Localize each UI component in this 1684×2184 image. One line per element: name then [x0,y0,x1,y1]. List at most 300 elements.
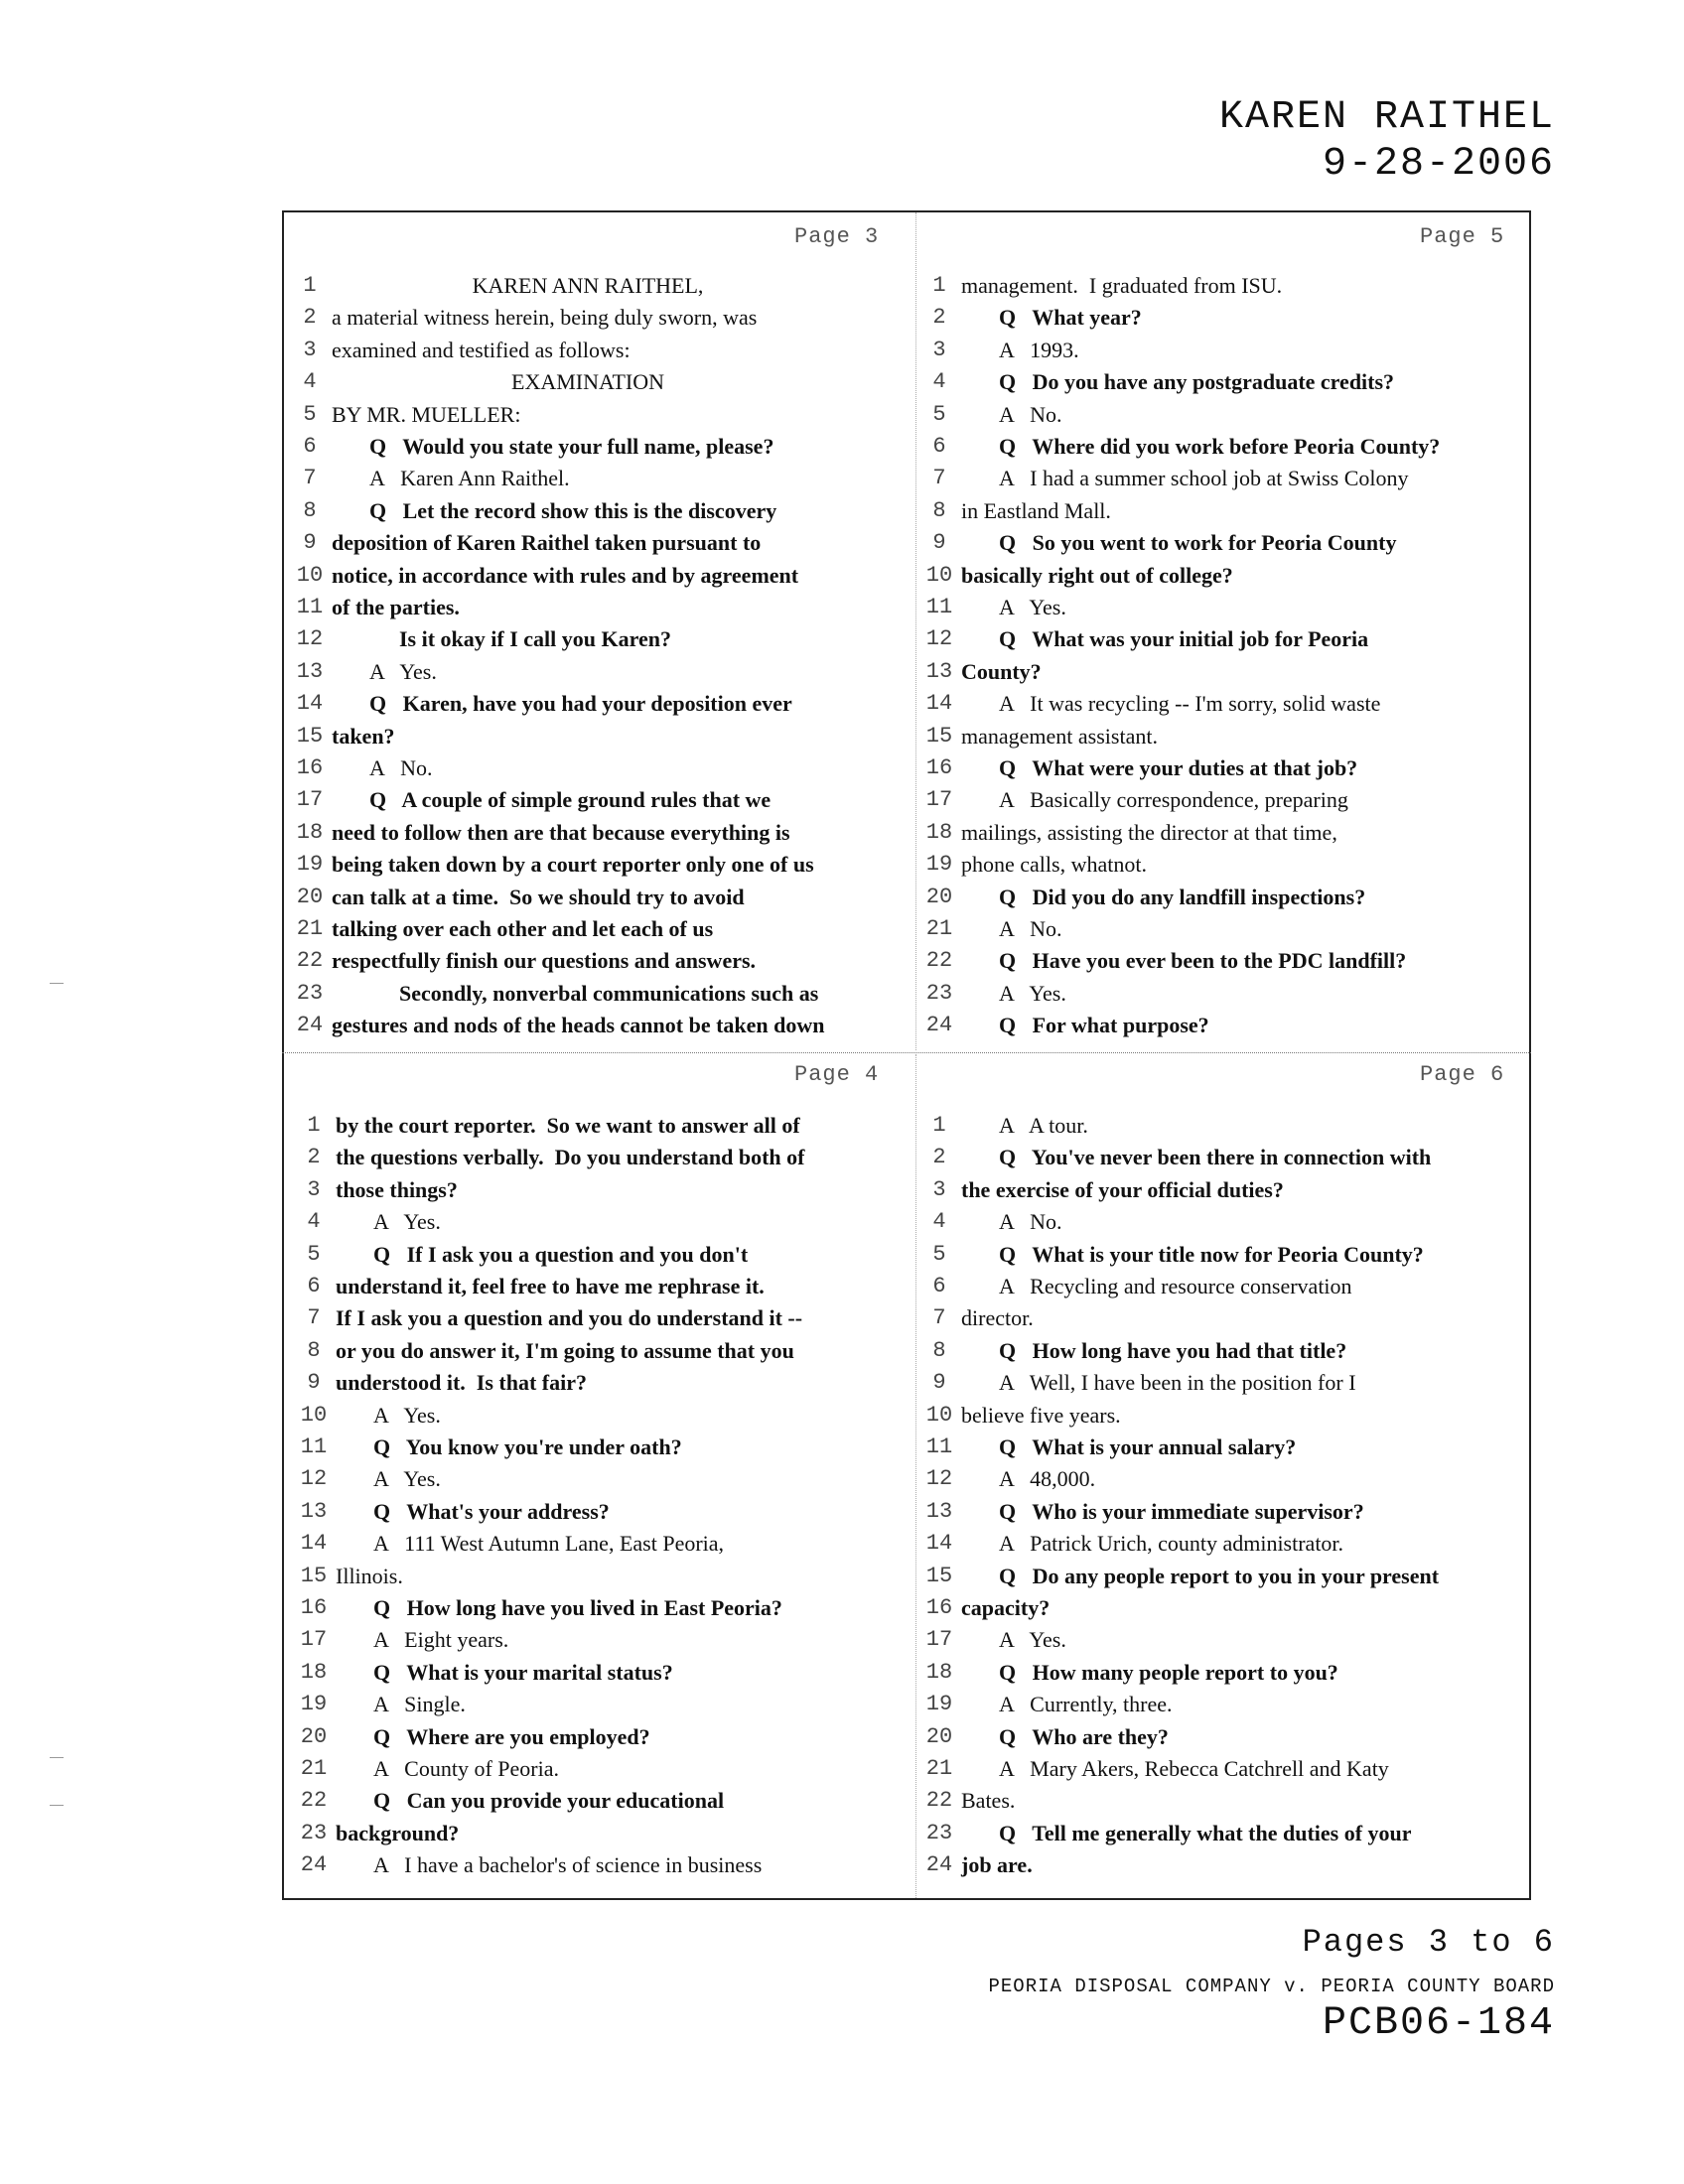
line-number: 21 [925,1756,953,1781]
line-text: need to follow then are that because everything is [332,819,790,845]
line-text: a material witness herein, being duly sworn, was [332,305,758,331]
line-number: 16 [296,755,324,780]
transcript-line [919,688,1525,720]
line-number: 13 [925,658,953,684]
line-number: 19 [296,852,324,878]
transcript-line [294,1271,910,1302]
line-number: 3 [932,1176,946,1202]
line-text: can talk at a time. So we should try to avoid [332,884,745,909]
line-text: Q Do you have any postgraduate credits? [999,369,1395,395]
line-text: management assistant. [961,723,1158,749]
line-number: 23 [925,980,953,1006]
transcript-line [919,1592,1525,1624]
line-number: 18 [296,819,324,845]
transcript-line [919,1110,1525,1142]
transcript-line [919,1335,1525,1367]
line-number: 5 [307,1241,321,1267]
line-number: 21 [296,916,324,941]
line-text: Q What were your duties at that job? [999,755,1358,780]
line-number: 24 [296,1013,324,1038]
transcript-line [294,1561,910,1592]
line-number: 8 [932,497,946,523]
line-number: 1 [932,273,946,298]
line-number: 18 [300,1659,328,1685]
line-text: talking over each other and let each of us [332,916,714,941]
line-number: 12 [296,626,324,652]
line-text: A A tour. [999,1113,1088,1138]
transcript-line [919,592,1525,623]
transcript-line [919,656,1525,688]
line-number: 3 [307,1176,321,1202]
transcript-line [919,1496,1525,1528]
line-text: Q For what purpose? [999,1013,1209,1038]
line-number: 24 [925,1852,953,1878]
line-number: 15 [925,1563,953,1588]
transcript-line [919,431,1525,463]
transcript-line [294,1463,910,1495]
transcript-line [290,302,906,334]
line-text: taken? [332,723,395,749]
line-text: A 111 West Autumn Lane, East Peoria, [373,1531,725,1557]
transcript-line [919,1721,1525,1753]
line-number: 4 [932,1209,946,1235]
transcript-line [294,1335,910,1367]
line-number: 2 [307,1145,321,1170]
line-text: A I have a bachelor's of science in business [373,1852,763,1878]
vertical-divider-top [915,212,916,1050]
line-text: Q A couple of simple ground rules that we [369,787,772,813]
line-number: 8 [932,1337,946,1363]
line-number: 8 [307,1337,321,1363]
line-number: 24 [925,1013,953,1038]
line-number: 17 [925,787,953,813]
line-text: A Mary Akers, Rebecca Catchrell and Katy [999,1756,1389,1781]
line-number: 20 [296,884,324,909]
transcript-line [290,592,906,623]
transcript-line [294,1206,910,1238]
line-text: deposition of Karen Raithel taken pursuant to [332,530,762,556]
transcript-line [919,882,1525,913]
line-number: 21 [300,1756,328,1781]
transcript-line [919,817,1525,849]
line-number: 5 [932,401,946,427]
transcript-line [919,1367,1525,1399]
line-text: A Yes. [373,1466,441,1492]
line-text: A Yes. [373,1209,441,1235]
line-number: 16 [925,755,953,780]
line-number: 4 [303,369,317,395]
line-number: 2 [932,305,946,331]
page-label-6: Page 6 [1420,1062,1505,1087]
transcript-line [290,399,906,431]
line-text: Q Have you ever been to the PDC landfill? [999,948,1407,974]
line-text: Q What is your marital status? [373,1659,673,1685]
line-text: A 48,000. [999,1466,1096,1492]
line-number: 11 [300,1434,328,1459]
transcript-line [290,913,906,945]
line-text: A No. [999,916,1062,941]
transcript-line [919,527,1525,559]
line-number: 5 [932,1241,946,1267]
line-text: A Basically correspondence, preparing [999,787,1348,813]
transcript-line [919,1689,1525,1720]
transcript-line [290,431,906,463]
pages-range-footer: Pages 3 to 6 [1302,1924,1555,1961]
transcript-line [294,1818,910,1849]
line-text: Secondly, nonverbal communications such as [399,980,819,1006]
transcript-line [290,656,906,688]
transcript-line [919,1753,1525,1785]
deposition-date-header: 9-28-2006 [1322,142,1555,187]
line-text: job are. [961,1852,1033,1878]
line-text: Q Did you do any landfill inspections? [999,884,1366,909]
line-number: 13 [300,1498,328,1524]
line-number: 11 [296,595,324,619]
line-text: believe five years. [961,1402,1121,1428]
line-number: 6 [932,1274,946,1298]
line-number: 9 [932,1370,946,1396]
horizontal-divider [282,1052,1531,1053]
line-text: Q How long have you lived in East Peoria? [373,1595,782,1620]
line-text: Is it okay if I call you Karen? [399,626,672,652]
transcript-line [919,335,1525,366]
line-text: Q Do any people report to you in your present [999,1563,1440,1588]
line-number: 12 [300,1466,328,1492]
transcript-line [919,270,1525,302]
line-number: 20 [300,1723,328,1749]
line-text: A Karen Ann Raithel. [369,466,570,491]
line-text: those things? [336,1176,458,1202]
transcript-line [294,1753,910,1785]
transcript-line [294,1367,910,1399]
transcript-line [294,1496,910,1528]
line-text: being taken down by a court reporter only one of us [332,852,814,878]
line-number: 20 [925,1723,953,1749]
line-number: 11 [925,1434,953,1459]
transcript-line [294,1785,910,1817]
line-text: A Yes. [999,1627,1066,1653]
line-text: understand it, feel free to have me rephrase it. [336,1274,765,1298]
line-text: background? [336,1820,460,1845]
line-number: 10 [925,1402,953,1428]
page-label-4: Page 4 [794,1062,880,1087]
line-text: A Patrick Urich, county administrator. [999,1531,1344,1557]
transcript-line [919,1206,1525,1238]
line-number: 9 [932,530,946,556]
line-number: 7 [307,1305,321,1331]
line-number: 15 [300,1563,328,1588]
line-text: of the parties. [332,595,460,619]
line-text: basically right out of college? [961,562,1233,588]
line-number: 6 [303,434,317,459]
transcript-line [919,1818,1525,1849]
transcript-line [290,463,906,494]
line-text: management. I graduated from ISU. [961,273,1283,298]
line-text: Q How many people report to you? [999,1659,1338,1685]
line-text: understood it. Is that fair? [336,1370,588,1396]
line-text: Q What was your initial job for Peoria [999,626,1369,652]
line-text: County? [961,658,1042,684]
line-number: 15 [296,723,324,749]
line-text: the exercise of your official duties? [961,1176,1284,1202]
margin-mark [50,1805,64,1806]
line-number: 19 [925,852,953,878]
line-text: A No. [369,755,433,780]
line-text: Q You know you're under oath? [373,1434,682,1459]
transcript-line [919,784,1525,816]
transcript-line [294,1432,910,1463]
transcript-line [290,688,906,720]
line-number: 6 [307,1274,321,1298]
transcript-line [290,495,906,527]
line-number: 14 [296,691,324,717]
line-text: Q Who are they? [999,1723,1169,1749]
line-number: 10 [296,562,324,588]
transcript-line [919,1849,1525,1881]
line-number: 6 [932,434,946,459]
line-text: A 1993. [999,337,1079,362]
line-number: 1 [932,1113,946,1138]
margin-mark [50,1757,64,1758]
line-text: A County of Peoria. [373,1756,559,1781]
line-text: Q What year? [999,305,1142,331]
witness-name-header: KAREN RAITHEL [1218,95,1555,140]
line-text: A No. [999,1209,1062,1235]
line-number: 22 [300,1788,328,1814]
line-number: 5 [303,401,317,427]
transcript-line [290,623,906,655]
transcript-line [294,1689,910,1720]
line-text: or you do answer it, I'm going to assume that you [336,1337,794,1363]
transcript-line [294,1657,910,1689]
line-text: A Single. [373,1692,466,1717]
line-text: Q Where did you work before Peoria County? [999,434,1441,459]
line-text: Q How long have you had that title? [999,1337,1347,1363]
transcript-line [919,721,1525,752]
line-text: A I had a summer school job at Swiss Colony [999,466,1409,491]
line-text: Bates. [961,1788,1016,1814]
line-text: A It was recycling -- I'm sorry, solid waste [999,691,1381,717]
line-text: A Well, I have been in the position for I [999,1370,1356,1396]
transcript-line [290,945,906,977]
line-number: 16 [300,1595,328,1620]
line-number: 4 [307,1209,321,1235]
line-number: 2 [303,305,317,331]
transcript-line [919,1400,1525,1432]
line-text: Q What is your title now for Peoria County? [999,1241,1424,1267]
page-5-panel [919,270,1525,1044]
transcript-line [294,1302,910,1334]
transcript-line [919,978,1525,1010]
line-number: 17 [300,1627,328,1653]
line-text: A Eight years. [373,1627,509,1653]
line-text: Q If I ask you a question and you don't [373,1241,749,1267]
transcript-line [290,849,906,881]
transcript-line [290,882,906,913]
transcript-line [919,623,1525,655]
transcript-line [919,302,1525,334]
vertical-divider-bottom [915,1054,916,1898]
margin-mark [50,983,64,984]
docket-number-footer: PCB06-184 [1322,2001,1555,2046]
line-number: 22 [296,948,324,974]
transcript-line [294,1174,910,1206]
transcript-line [919,399,1525,431]
transcript-line [919,560,1525,592]
line-number: 17 [925,1627,953,1653]
line-text: KAREN ANN RAITHEL, [472,273,704,298]
line-text: Q So you went to work for Peoria County [999,530,1397,556]
line-text: Illinois. [336,1563,403,1588]
line-number: 2 [932,1145,946,1170]
line-text: the questions verbally. Do you understand both of [336,1145,805,1170]
line-number: 23 [925,1820,953,1845]
line-text: Q Tell me generally what the duties of your [999,1820,1412,1845]
line-number: 13 [925,1498,953,1524]
page-label-3: Page 3 [794,224,880,249]
line-text: Q Can you provide your educational [373,1788,725,1814]
transcript-line [294,1592,910,1624]
transcript-line [294,1624,910,1656]
transcript-line [919,752,1525,784]
line-number: 14 [925,1531,953,1557]
line-number: 12 [925,1466,953,1492]
transcript-line [290,366,906,398]
line-text: in Eastland Mall. [961,497,1111,523]
transcript-line [290,270,906,302]
transcript-line [294,1142,910,1173]
line-text: A Yes. [373,1402,441,1428]
line-text: Q Who is your immediate supervisor? [999,1498,1364,1524]
line-number: 15 [925,723,953,749]
line-number: 7 [932,466,946,491]
line-number: 9 [303,530,317,556]
line-number: 22 [925,1788,953,1814]
line-number: 21 [925,916,953,941]
line-number: 16 [925,1595,953,1620]
line-number: 8 [303,497,317,523]
line-number: 1 [307,1113,321,1138]
transcript-line [294,1528,910,1560]
transcript-line [290,1010,906,1041]
line-text: Q You've never been there in connection with [999,1145,1432,1170]
line-number: 14 [925,691,953,717]
line-number: 12 [925,626,953,652]
transcript-line [919,1561,1525,1592]
transcript-line [919,1463,1525,1495]
line-text: respectfully finish our questions and answers. [332,948,757,974]
transcript-line [919,1528,1525,1560]
line-number: 1 [303,273,317,298]
line-number: 20 [925,884,953,909]
line-number: 13 [296,658,324,684]
line-number: 23 [300,1820,328,1845]
transcript-line [919,849,1525,881]
line-text: notice, in accordance with rules and by agreement [332,562,799,588]
transcript-line [290,784,906,816]
line-text: A Currently, three. [999,1692,1173,1717]
line-number: 11 [925,595,953,619]
transcript-line [919,495,1525,527]
transcript-line [919,463,1525,494]
line-text: by the court reporter. So we want to answer all of [336,1113,800,1138]
line-text: BY MR. MUELLER: [332,401,521,427]
transcript-line [294,1400,910,1432]
line-number: 18 [925,1659,953,1685]
line-text: Q Karen, have you had your deposition ever [369,691,792,717]
case-title-footer: PEORIA DISPOSAL COMPANY v. PEORIA COUNTY BOARD [988,1976,1555,1997]
transcript-line [290,335,906,366]
line-number: 23 [296,980,324,1006]
transcript-line [919,1239,1525,1271]
line-text: If I ask you a question and you do understand it -- [336,1305,803,1331]
page-3-panel [290,270,906,1044]
transcript-line [919,1142,1525,1173]
line-number: 10 [925,562,953,588]
line-text: Q Where are you employed? [373,1723,650,1749]
line-number: 10 [300,1402,328,1428]
line-text: director. [961,1305,1034,1331]
line-text: examined and testified as follows: [332,337,631,362]
line-text: phone calls, whatnot. [961,852,1147,878]
line-text: Q What is your annual salary? [999,1434,1297,1459]
transcript-line [290,560,906,592]
page-4-panel [294,1110,910,1894]
transcript-line [294,1849,910,1881]
page-label-5: Page 5 [1420,224,1505,249]
line-number: 18 [925,819,953,845]
line-number: 24 [300,1852,328,1878]
line-number: 3 [303,337,317,362]
line-number: 19 [300,1692,328,1717]
transcript-line [919,1624,1525,1656]
line-number: 4 [932,369,946,395]
transcript-line [290,978,906,1010]
line-text: Q Let the record show this is the discovery [369,497,777,523]
transcript-line [294,1239,910,1271]
transcript-line [919,1432,1525,1463]
transcript-line [919,913,1525,945]
line-number: 17 [296,787,324,813]
line-text: A Yes. [369,658,437,684]
line-text: mailings, assisting the director at that time, [961,819,1337,845]
line-text: capacity? [961,1595,1051,1620]
line-number: 7 [932,1305,946,1331]
line-text: A Yes. [999,595,1066,619]
transcript-line [290,527,906,559]
transcript-line [919,366,1525,398]
transcript-line [919,1302,1525,1334]
line-text: A Recycling and resource conservation [999,1274,1352,1298]
transcript-line [919,1271,1525,1302]
transcript-line [294,1721,910,1753]
transcript-line [919,1657,1525,1689]
line-number: 22 [925,948,953,974]
page-6-panel [919,1110,1525,1894]
transcript-line [919,1010,1525,1041]
line-number: 9 [307,1370,321,1396]
transcript-line [919,1174,1525,1206]
line-text: EXAMINATION [511,369,664,395]
transcript-line [290,817,906,849]
line-text: A Yes. [999,980,1066,1006]
transcript-line [294,1110,910,1142]
line-number: 3 [932,337,946,362]
line-number: 7 [303,466,317,491]
line-number: 19 [925,1692,953,1717]
transcript-line [290,721,906,752]
transcript-line [919,945,1525,977]
